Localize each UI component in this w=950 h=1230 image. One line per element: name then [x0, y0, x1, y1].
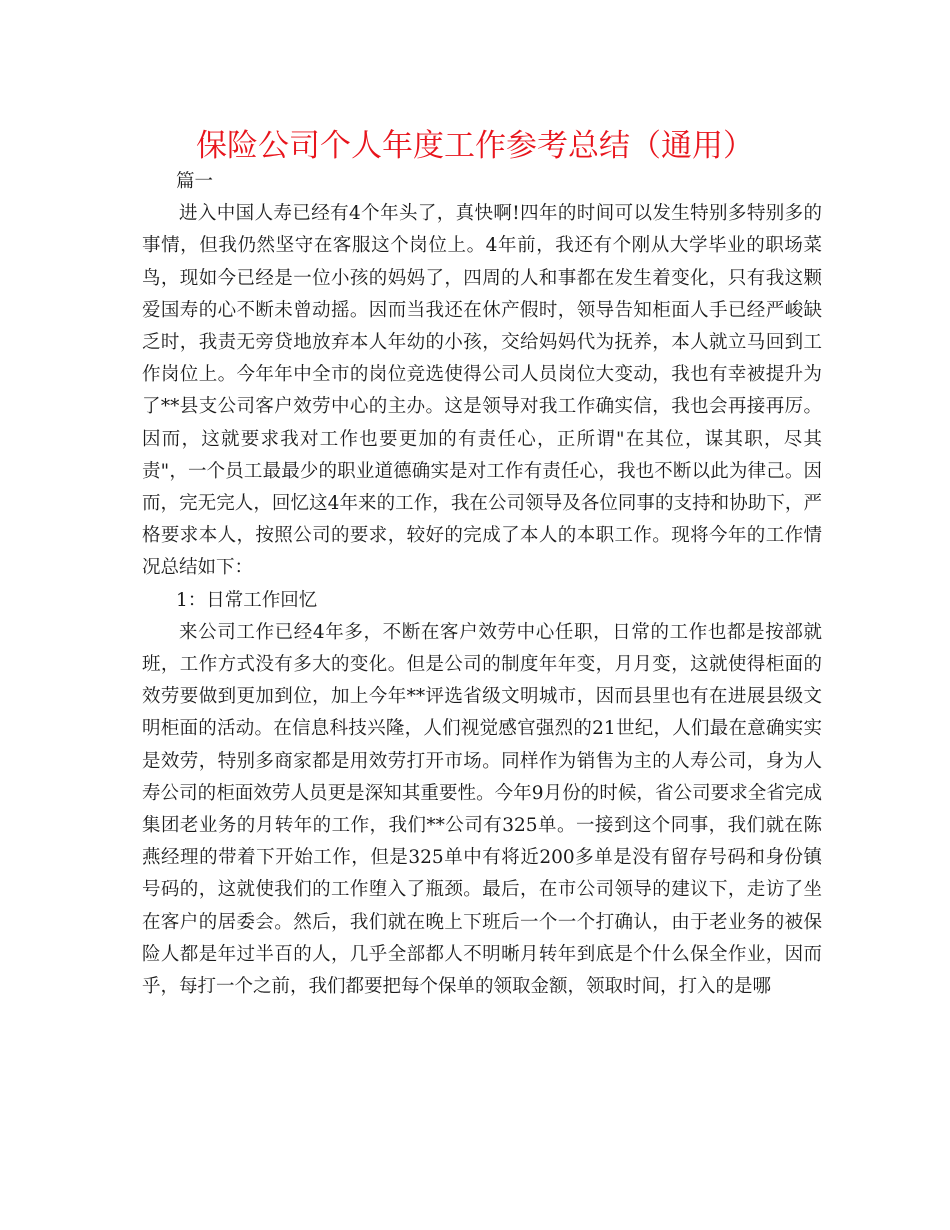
- section-heading: 篇一: [176, 171, 214, 192]
- section-heading: 1：日常工作回忆: [176, 589, 318, 611]
- document-body: [142, 166, 822, 1003]
- document-title: 保险公司个人年度工作参考总结（通用）: [196, 128, 754, 164]
- paragraph: 进入中国人寿已经有4个年头了，真快啊!四年的时间可以发生特别多特别多的事情，但我仍然坚守在客服这个岗位上。4年前，我还有个刚从大学毕业的职场菜鸟，现如今已经是一位小孩的妈妈了，四周的人和事都在发生着变化，只有我这颗爱国寿的心不断未曾动摇。因而当我还在休产假时，领导告知柜面人手已经严峻缺乏时，我责无旁贷地放弃本人年幼的小孩，交给妈妈代为抚养，本人就立马回到工作岗位上。今年年中全市的岗位竞选使得公司人员岗位大变动，我也有幸被提升为了**县支公司客户效劳中心的主办。这是领导对我工作确实信，我也会再接再厉。因而，这就要求我对工作也要更加的有责任心，正所谓"在其位，谋其职，尽其责"，一个员工最最少的职业道德确实是对工作有责任心，我也不断以此为律己。因而，完无完人，回忆这4年来的工作，我在公司领导及各位同事的支持和协助下，严格要求本人，按照公司的要求，较好的完成了本人的本职工作。现将今年的工作情况总结如下：: [142, 203, 822, 579]
- paragraph: 来公司工作已经4年多，不断在客户效劳中心任职，日常的工作也都是按部就班，工作方式没有多大的变化。但是公司的制度年年变，月月变，这就使得柜面的效劳要做到更加到位，加上今年**评选省级文明城市，因而县里也有在进展县级文明柜面的活动。在信息科技兴隆，人们视觉感官强烈的21世纪，人们最在意确实实是效劳，特别多商家都是用效劳打开市场。同样作为销售为主的人寿公司，身为人寿公司的柜面效劳人员更是深知其重要性。今年9月份的时候，省公司要求全省完成集团老业务的月转年的工作，我们**公司有325单。一接到这个同事，我们就在陈燕经理的带着下开始工作，但是325单中有将近200多单是没有留存号码和身份镇号码的，这就使我们的工作堕入了瓶颈。最后，在市公司领导的建议下，走访了坐在客户的居委会。然后，我们就在晚上下班后一个一个打确认，由于老业务的被保险人都是年过半百的人，几乎全部都人不明晰月转年到底是个什么保全作业，因而乎，每打一个之前，我们都要把每个保单的领取金额，领取时间，打入的是哪: [142, 621, 822, 998]
